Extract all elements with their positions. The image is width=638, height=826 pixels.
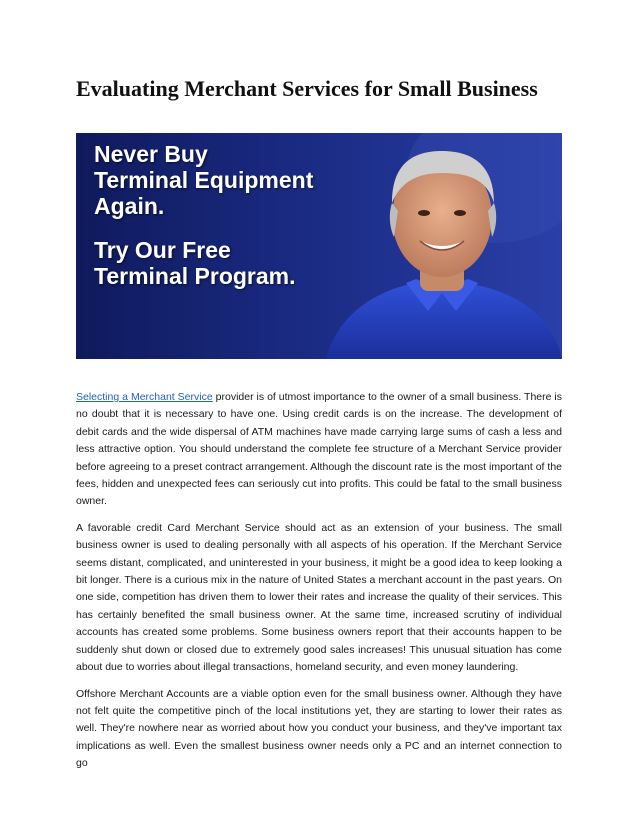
paragraph-2 (76, 520, 562, 677)
merchant-service-link[interactable]: Selecting a Merchant Service (76, 391, 213, 403)
document-title: Evaluating Merchant Services for Small Business (76, 76, 538, 101)
banner-line: Terminal Program. (94, 263, 296, 289)
banner-spacer (94, 219, 313, 237)
banner-line: Never Buy (94, 141, 208, 167)
paragraph-1 (76, 389, 562, 511)
paragraph-text: A favorable credit Card Merchant Service should act as an extension of your business. The small business owner is used to dealing personally with all aspects of his operation. If the Merchant Service seems distant, complicated, and uninterested in your business, it might be a good idea to keep looking a bit longer. There is a curious mix in the nature of United States a merchant account in the past years. On one side, competition has driven them to lower their rates and increase the quality of their services. This has certainly benefited the small business owner. At the same time, increased scrutiny of individual accounts has created some problems. Some business owners report that their accounts happen to be suddenly shut down or closed due to extremely good sales increases! This unusual situation has come about due to worries about illegal transactions, homeland security, and even money laundering. (76, 521, 562, 674)
banner-line: Again. (94, 193, 165, 219)
paragraph-text: provider is of utmost importance to the owner of a small business. There is no doubt that it is necessary to have one. Using credit cards is on the increase. The development of debit cards and the wide dispersal of ATM machines have made carrying large sums of cash a less and less attractive option. You should understand the complete fee structure of a Merchant Service provider before agreeing to a preset contract arrangement. Although the discount rate is the most important of the fees, hidden and unexpected fees can seriously cut into profits. This could be fatal to the small business owner. (76, 391, 562, 508)
article-body (76, 389, 562, 782)
paragraph-3 (76, 686, 562, 773)
banner-line: Terminal Equipment (94, 167, 314, 193)
banner-line: Try Our Free (94, 237, 231, 263)
banner-headline (94, 141, 313, 289)
promo-banner-image (76, 133, 562, 359)
paragraph-text: Offshore Merchant Accounts are a viable option even for the small business owner. Although they have not felt quite the competitive pinch of the local institutions yet, they are starting to lower their rates as well. They're nowhere near as worried about how you conduct your business, and they've important tax implications as well. Even the smallest business owner needs only a PC and an internet connection to go (76, 687, 562, 770)
